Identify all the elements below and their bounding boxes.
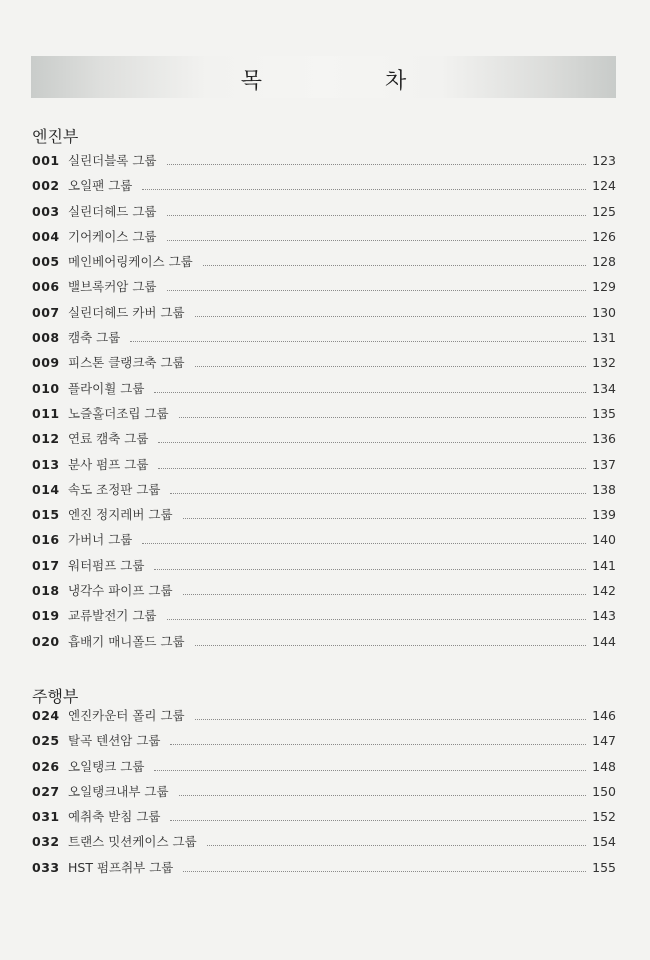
entry-page-number: 140 xyxy=(592,532,616,548)
toc-entry[interactable] xyxy=(32,530,616,555)
toc-entry[interactable] xyxy=(32,731,616,756)
entry-title: 오일탱크내부 그룹 xyxy=(68,783,169,799)
dot-leader xyxy=(183,593,586,595)
toc-entry[interactable] xyxy=(32,151,616,176)
dot-leader xyxy=(154,769,586,771)
toc-entry[interactable] xyxy=(32,807,616,832)
entry-title: 플라이휠 그룹 xyxy=(68,380,145,396)
entry-number: 007 xyxy=(32,304,60,320)
entry-page-number: 136 xyxy=(592,431,616,447)
section-title-drive: 주행부 xyxy=(32,687,79,706)
entry-page-number: 143 xyxy=(592,608,616,624)
entry-number: 020 xyxy=(32,633,60,649)
toc-entry[interactable] xyxy=(32,858,616,883)
dot-leader xyxy=(195,644,586,646)
entry-number: 012 xyxy=(32,431,60,447)
entry-title: 기어케이스 그룹 xyxy=(68,228,157,244)
entry-page-number: 150 xyxy=(592,783,616,799)
entry-number: 005 xyxy=(32,254,60,270)
entry-title: 속도 조정판 그룹 xyxy=(68,481,161,497)
dot-leader xyxy=(142,542,586,544)
toc-entry[interactable] xyxy=(32,832,616,857)
entry-title: 메인베어링케이스 그룹 xyxy=(68,254,193,270)
entry-page-number: 131 xyxy=(592,330,616,346)
entry-page-number: 138 xyxy=(592,481,616,497)
entry-title: 노즐홀더조립 그룹 xyxy=(68,405,169,421)
entry-page-number: 141 xyxy=(592,557,616,573)
toc-entry[interactable] xyxy=(32,303,616,328)
toc-entry[interactable] xyxy=(32,556,616,581)
dot-leader xyxy=(203,264,586,266)
page-title: 목 차 xyxy=(240,69,465,94)
entry-page-number: 139 xyxy=(592,507,616,523)
entry-number: 010 xyxy=(32,380,60,396)
toc-list-engine xyxy=(32,151,616,657)
entry-number: 033 xyxy=(32,859,60,875)
entry-title: 냉각수 파이프 그룹 xyxy=(68,583,173,599)
dot-leader xyxy=(195,315,586,317)
toc-entry[interactable] xyxy=(32,429,616,454)
entry-title: 밸브록커암 그룹 xyxy=(68,279,157,295)
dot-leader xyxy=(167,214,587,216)
entry-page-number: 142 xyxy=(592,583,616,599)
entry-title: 실린더블록 그룹 xyxy=(68,153,157,168)
entry-page-number: 154 xyxy=(592,834,616,850)
entry-number: 003 xyxy=(32,203,60,219)
entry-number: 016 xyxy=(32,532,60,548)
toc-entry[interactable] xyxy=(32,782,616,807)
entry-title: 교류발전기 그룹 xyxy=(68,608,157,624)
entry-page-number: 126 xyxy=(592,228,616,244)
entry-page-number: 123 xyxy=(592,153,616,168)
toc-entry[interactable] xyxy=(32,455,616,480)
entry-title: 실린더헤드 카버 그룹 xyxy=(68,304,185,320)
entry-page-number: 135 xyxy=(592,405,616,421)
toc-entry[interactable] xyxy=(32,176,616,201)
entry-number: 017 xyxy=(32,557,60,573)
dot-leader xyxy=(142,188,586,190)
entry-page-number: 134 xyxy=(592,380,616,396)
entry-title: 분사 펌프 그룹 xyxy=(68,456,149,472)
dot-leader xyxy=(170,743,586,745)
dot-leader xyxy=(167,289,587,291)
entry-page-number: 130 xyxy=(592,304,616,320)
entry-title: 오일팬 그룹 xyxy=(68,178,133,194)
entry-page-number: 137 xyxy=(592,456,616,472)
toc-entry[interactable] xyxy=(32,404,616,429)
entry-title: 흡배기 매니폴드 그룹 xyxy=(68,633,185,649)
dot-leader xyxy=(179,794,586,796)
entry-number: 001 xyxy=(32,153,60,168)
entry-page-number: 129 xyxy=(592,279,616,295)
dot-leader xyxy=(195,365,586,367)
dot-leader xyxy=(158,467,586,469)
entry-number: 014 xyxy=(32,481,60,497)
toc-entry[interactable] xyxy=(32,505,616,530)
dot-leader xyxy=(170,492,586,494)
entry-page-number: 125 xyxy=(592,203,616,219)
entry-page-number: 148 xyxy=(592,758,616,774)
toc-entry[interactable] xyxy=(32,227,616,252)
entry-title: 트랜스 밋션케이스 그룹 xyxy=(68,834,197,850)
toc-entry[interactable] xyxy=(32,328,616,353)
toc-list-drive xyxy=(32,706,616,883)
entry-number: 025 xyxy=(32,733,60,749)
entry-number: 009 xyxy=(32,355,60,371)
entry-page-number: 147 xyxy=(592,733,616,749)
dot-leader xyxy=(167,239,587,241)
dot-leader xyxy=(167,163,587,165)
entry-number: 011 xyxy=(32,405,60,421)
entry-title: 가버너 그룹 xyxy=(68,532,133,548)
entry-title: 워터펌프 그룹 xyxy=(68,557,145,573)
toc-entry[interactable] xyxy=(32,353,616,378)
toc-entry[interactable] xyxy=(32,632,616,657)
entry-page-number: 152 xyxy=(592,809,616,825)
entry-title: 연료 캠축 그룹 xyxy=(68,431,149,447)
toc-entry[interactable] xyxy=(32,606,616,631)
section-title-engine: 엔진부 xyxy=(32,127,79,146)
entry-number: 026 xyxy=(32,758,60,774)
entry-number: 032 xyxy=(32,834,60,850)
entry-title: HST 펌프취부 그룹 xyxy=(68,859,174,875)
dot-leader xyxy=(195,718,586,720)
entry-number: 008 xyxy=(32,330,60,346)
entry-number: 019 xyxy=(32,608,60,624)
entry-page-number: 146 xyxy=(592,708,616,723)
entry-page-number: 124 xyxy=(592,178,616,194)
entry-number: 002 xyxy=(32,178,60,194)
entry-title: 오일탱크 그룹 xyxy=(68,758,145,774)
toc-entry[interactable] xyxy=(32,202,616,227)
entry-number: 024 xyxy=(32,708,60,723)
entry-title: 탈곡 텐션암 그룹 xyxy=(68,733,161,749)
toc-entry[interactable] xyxy=(32,379,616,404)
entry-page-number: 155 xyxy=(592,859,616,875)
toc-entry[interactable] xyxy=(32,706,616,731)
entry-page-number: 144 xyxy=(592,633,616,649)
entry-page-number: 128 xyxy=(592,254,616,270)
title-band xyxy=(31,56,616,98)
entry-number: 004 xyxy=(32,228,60,244)
entry-title: 캠축 그룹 xyxy=(68,330,121,346)
toc-entry[interactable] xyxy=(32,757,616,782)
toc-entry[interactable] xyxy=(32,480,616,505)
dot-leader xyxy=(130,340,586,342)
entry-number: 015 xyxy=(32,507,60,523)
entry-title: 피스톤 클랭크축 그룹 xyxy=(68,355,185,371)
entry-title: 엔진 정지레버 그룹 xyxy=(68,507,173,523)
dot-leader xyxy=(170,819,586,821)
toc-entry[interactable] xyxy=(32,252,616,277)
entry-number: 031 xyxy=(32,809,60,825)
dot-leader xyxy=(183,517,586,519)
dot-leader xyxy=(167,618,587,620)
entry-number: 006 xyxy=(32,279,60,295)
dot-leader xyxy=(154,391,586,393)
dot-leader xyxy=(179,416,586,418)
dot-leader xyxy=(154,568,586,570)
entry-number: 018 xyxy=(32,583,60,599)
entry-title: 예취축 받침 그룹 xyxy=(68,809,161,825)
entry-title: 엔진카운터 폴리 그룹 xyxy=(68,708,185,723)
entry-number: 027 xyxy=(32,783,60,799)
entry-title: 실린더헤드 그룹 xyxy=(68,203,157,219)
toc-entry[interactable] xyxy=(32,581,616,606)
dot-leader xyxy=(183,870,586,872)
entry-number: 013 xyxy=(32,456,60,472)
toc-entry[interactable] xyxy=(32,277,616,302)
dot-leader xyxy=(207,844,586,846)
dot-leader xyxy=(158,441,586,443)
entry-page-number: 132 xyxy=(592,355,616,371)
